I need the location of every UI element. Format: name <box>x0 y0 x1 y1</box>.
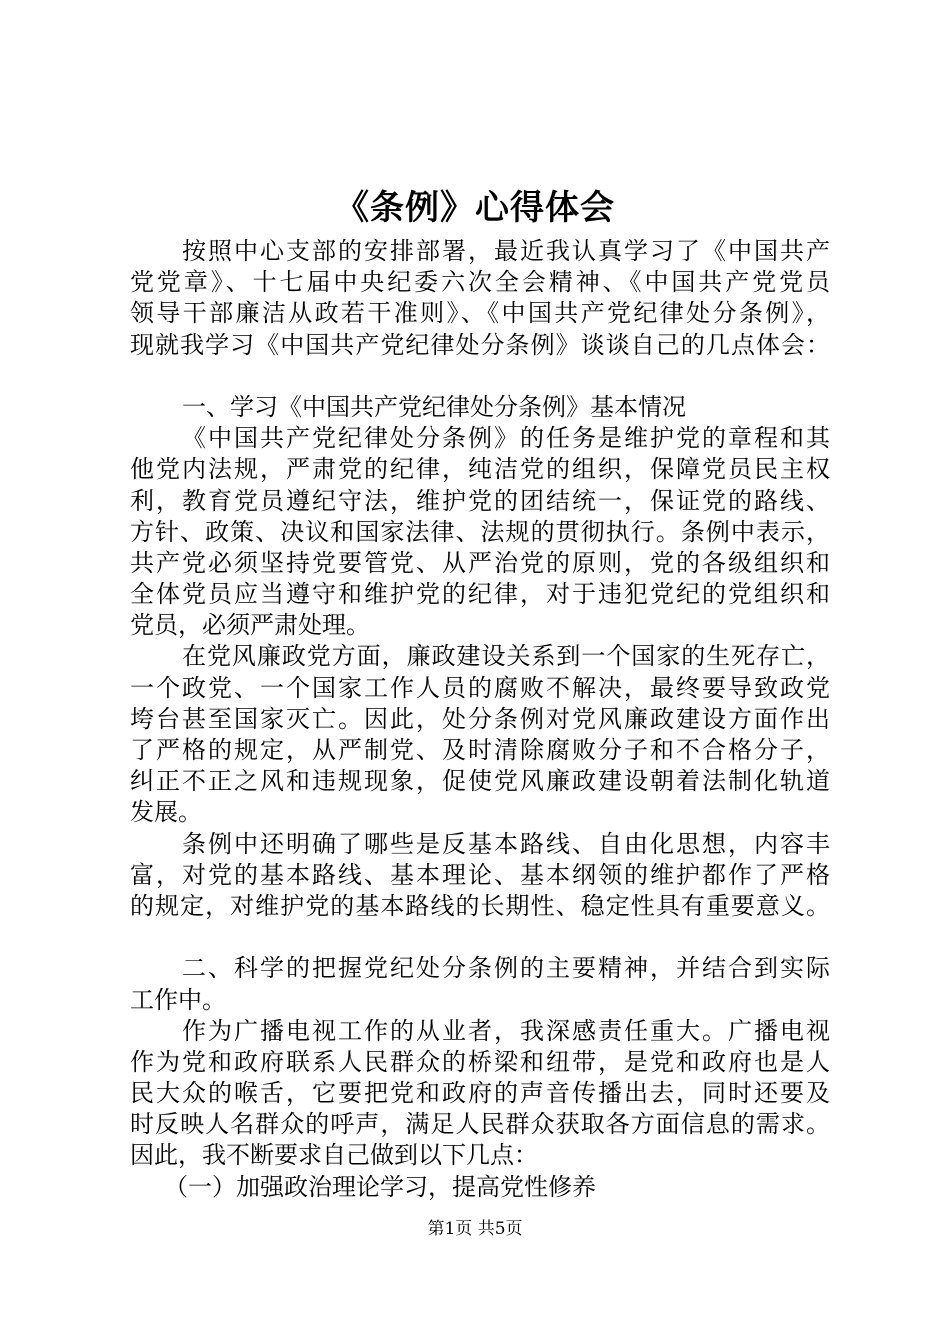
paragraph-line: 党党章》、十七届中央纪委六次全会精神、《中国共产党党员 <box>130 268 830 297</box>
paragraph-line: 发展。 <box>130 798 202 827</box>
paragraph-line: 党员，必须严肃处理。 <box>130 611 370 640</box>
paragraph-line: 的规定，对维护党的基本路线的长期性、稳定性具有重要意义。 <box>130 891 830 920</box>
paragraph-gap <box>130 922 830 953</box>
paragraph-line: 共产党必须坚持党要管党、从严治党的原则，党的各级组织和 <box>130 548 830 577</box>
paragraph-line: 时反映人名群众的呼声，满足人民群众获取各方面信息的需求。 <box>130 1110 830 1139</box>
paragraph-line: 纠正不正之风和违规现象，促使党风廉政建设朝着法制化轨道 <box>130 767 830 796</box>
paragraph-line: 作为广播电视工作的从业者，我深感责任重大。广播电视 <box>182 1016 830 1045</box>
paragraph-line: 作为党和政府联系人民群众的桥梁和纽带，是党和政府也是人 <box>130 1047 830 1076</box>
paragraph-line: 现就我学习《中国共产党纪律处分条例》谈谈自己的几点体会： <box>130 330 830 359</box>
paragraph-line: 一个政党、一个国家工作人员的腐败不解决，最终要导致政党 <box>130 673 830 702</box>
section-heading: 一、学习《中国共产党纪律处分条例》基本情况 <box>182 392 686 421</box>
paragraph-line: 了严格的规定，从严制党、及时清除腐败分子和不合格分子， <box>130 736 830 764</box>
paragraph-gap <box>130 361 830 392</box>
paragraph-line: 全体党员应当遵守和维护党的纪律，对于违犯党纪的党组织和 <box>130 580 830 609</box>
paragraph-line: 因此，我不断要求自己做到以下几点： <box>130 1141 538 1170</box>
subsection-heading: （一）加强政治理论学习，提高党性修养 <box>164 1172 596 1201</box>
paragraph-line: 按照中心支部的安排部署，最近我认真学习了《中国共产 <box>182 237 830 265</box>
paragraph-line: 民大众的喉舌，它要把党和政府的声音传播出去，同时还要及 <box>130 1079 830 1108</box>
paragraph-line: 条例中还明确了哪些是反基本路线、自由化思想，内容丰 <box>182 829 830 858</box>
section-heading: 二、科学的把握党纪处分条例的主要精神，并结合到实际 <box>182 954 830 983</box>
paragraph-line: 利，教育党员遵纪守法，维护党的团结统一，保证党的路线、 <box>130 486 830 515</box>
paragraph-line: 垮台甚至国家灭亡。因此，处分条例对党风廉政建设方面作出 <box>130 704 830 733</box>
document-body <box>130 236 830 1203</box>
paragraph-line: 方针、政策、决议和国家法律、法规的贯彻执行。条例中表示， <box>130 517 830 546</box>
paragraph-line: 富，对党的基本路线、基本理论、基本纲领的维护都作了严格 <box>130 860 830 889</box>
section-heading-continued: 工作中。 <box>130 985 226 1014</box>
paragraph-line: 在党风廉政党方面，廉政建设关系到一个国家的生死存亡， <box>182 642 830 671</box>
page-number-footer: 第1页 共5页 <box>427 1219 523 1239</box>
paragraph-line: 《中国共产党纪律处分条例》的任务是维护党的章程和其 <box>182 424 830 453</box>
paragraph-line: 领导干部廉洁从政若干准则》、《中国共产党纪律处分条例》， <box>130 299 830 328</box>
document-title: 《条例》心得体会 <box>335 188 615 228</box>
paragraph-line: 他党内法规，严肃党的纪律，纯洁党的组织，保障党员民主权 <box>130 455 830 484</box>
